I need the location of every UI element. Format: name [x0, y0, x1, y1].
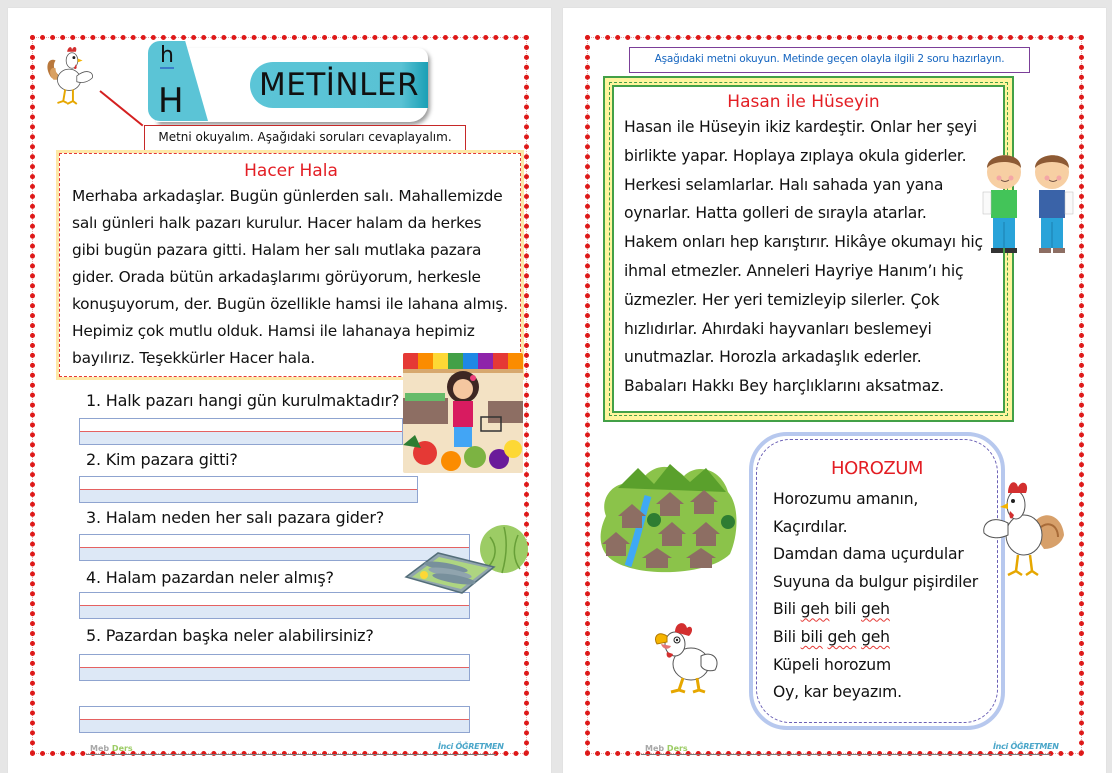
- story-line: konuşuyorum, der. Bugün özellikle hamsi ile lahana almış.: [72, 295, 508, 313]
- question-3: 3. Halam neden her salı pazara gider?: [86, 508, 384, 527]
- story-title: Hacer Hala: [244, 161, 338, 181]
- poem-lines: [773, 486, 978, 707]
- spellcheck-word: geh: [827, 627, 857, 646]
- story-line: gider. Orada bütün arkadaşlarımı görüyorum, herkesle: [72, 268, 481, 286]
- story-line: üzmezler. Her yeri temizleyip silerler. Çok: [624, 290, 940, 309]
- story-line: birlikte yapar. Hoplaya zıplaya okula giderler.: [624, 146, 967, 165]
- instruction-box: Aşağıdaki metni okuyun. Metinde geçen olayla ilgili 2 soru hazırlayın.: [629, 47, 1030, 73]
- story-line: ihmal etmezler. Anneleri Hayriye Hanım’ı hiç: [624, 261, 964, 280]
- story-line: gibi bugün pazara gitti. Halam her salı mutlaka pazara: [72, 241, 482, 259]
- question-5: 5. Pazardan başka neler alabilirsiniz?: [86, 626, 374, 645]
- story-line: unutmazlar. Horozla arkadaşlık ederler.: [624, 348, 922, 367]
- footer-logo-left: Meb Ders: [645, 744, 688, 753]
- question-1: 1. Halk pazarı hangi gün kurulmaktadır?: [86, 391, 400, 410]
- poem-line: Bili geh bili geh: [773, 600, 890, 619]
- poem-line: Kaçırdılar.: [773, 517, 848, 536]
- answer-line-2[interactable]: [79, 476, 418, 503]
- story-title: Hasan ile Hüseyin: [727, 92, 880, 112]
- story-line: salı günleri halk pazarı kurulur. Hacer halam da herkes: [72, 214, 482, 232]
- rooster-icon: [978, 473, 1066, 583]
- story-line: Hepimiz çok mutlu olduk. Hamsi ile lahanaya hepimiz: [72, 322, 475, 340]
- spellcheck-word: geh: [861, 627, 890, 646]
- poem-box: [749, 432, 1005, 730]
- question-4: 4. Halam pazardan neler almış?: [86, 568, 334, 587]
- poem-line: Damdan dama uçurdular: [773, 545, 964, 564]
- poem-line: Bili bili geh geh: [773, 627, 890, 646]
- poem-line: Horozumu amanın,: [773, 490, 919, 508]
- question-2: 2. Kim pazara gitti?: [86, 450, 238, 469]
- story-line: Babaları Hakkı Bey harçlıklarını aksatmaz.: [624, 377, 944, 396]
- footer-logo-right: İnci ÖĞRETMEN: [438, 742, 504, 751]
- worksheet-page-left: [8, 8, 551, 773]
- poem-line: Suyuna da bulgur pişirdiler: [773, 572, 978, 591]
- poem-line: Küpeli horozum: [773, 655, 891, 674]
- worksheet-page-right: [563, 8, 1106, 773]
- spellcheck-word: geh: [800, 600, 830, 619]
- poem-title: HOROZUM: [831, 458, 923, 479]
- story-line: oynarlar. Hatta golleri de sırayla atarlar.: [624, 204, 927, 223]
- badge-small-letter: h: [160, 43, 174, 68]
- story-inner: [59, 153, 521, 377]
- footer-logo-right: İnci ÖĞRETMEN: [993, 742, 1059, 751]
- answer-line-1[interactable]: [79, 418, 403, 445]
- story-line: Hakem onları hep karıştırır. Hikâye okumayı hiç: [624, 233, 983, 252]
- story-line: hızlıdırlar. Ahırdaki hayvanları beslemeyi: [624, 319, 932, 338]
- story-inner: [612, 85, 1005, 413]
- fish-cabbage-image: [398, 523, 530, 595]
- story-box: [603, 76, 1014, 422]
- story-box: [56, 150, 524, 380]
- rooster-icon: [42, 38, 100, 110]
- page-title: METİNLER: [259, 67, 419, 103]
- story-line: Merhaba arkadaşlar. Bugün günlerden salı. Mahallemizde: [72, 187, 503, 205]
- village-image: [598, 456, 740, 576]
- badge-big-letter: H: [158, 81, 184, 121]
- answer-line-5[interactable]: [79, 654, 470, 681]
- twin-boys-image: [979, 146, 1079, 256]
- story-line: Hasan ile Hüseyin ikiz kardeştir. Onlar her şeyi: [624, 118, 977, 136]
- instruction-box: Metni okuyalım. Aşağıdaki soruları cevaplayalım.: [144, 125, 466, 151]
- footer-rule: [86, 754, 496, 755]
- rooster-icon: [651, 620, 723, 698]
- story-line: Herkesi selamlarlar. Halı sahada yan yana: [624, 175, 944, 194]
- answer-line-6[interactable]: [79, 706, 470, 733]
- spellcheck-word: bili: [800, 627, 823, 646]
- poem-line: Oy, kar beyazım.: [773, 683, 902, 702]
- answer-line-4[interactable]: [79, 592, 470, 619]
- market-girl-image: [403, 353, 523, 473]
- story-line: bayılırız. Teşekkürler Hacer hala.: [72, 349, 315, 367]
- footer-rule: [641, 754, 1051, 755]
- footer-logo-left: Meb Ders: [90, 744, 133, 753]
- spellcheck-word: geh: [861, 600, 890, 619]
